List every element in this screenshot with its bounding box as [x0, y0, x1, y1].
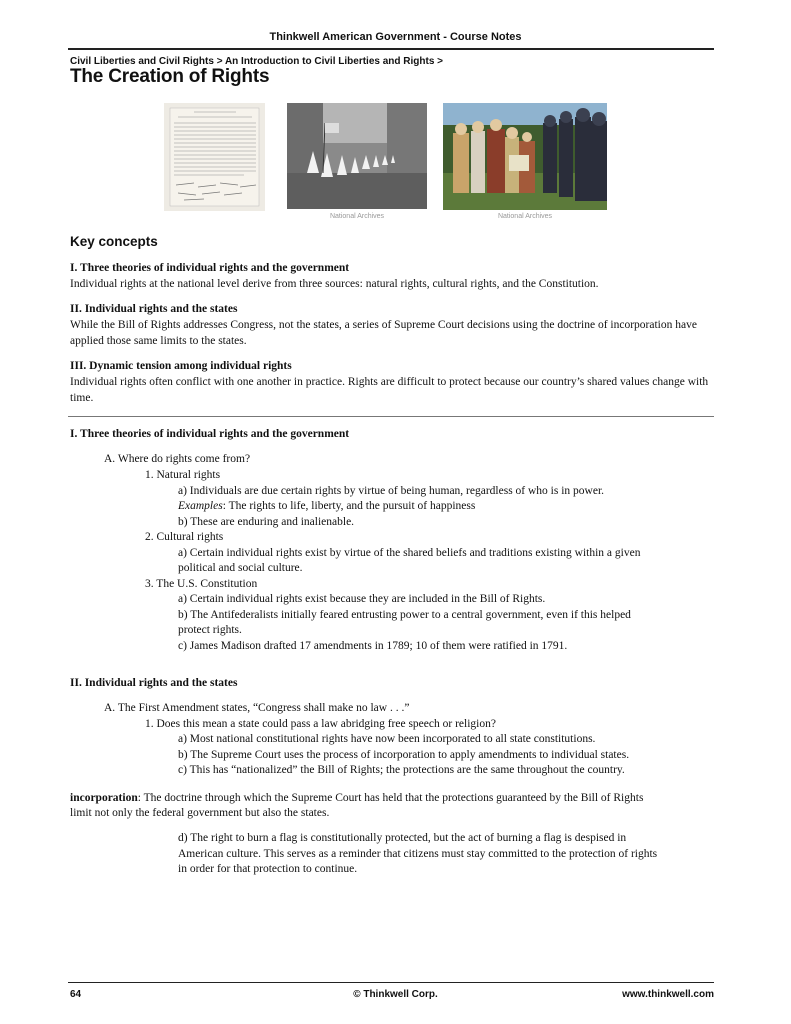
- outline-item: b) The Supreme Court uses the process of incorporation to apply amendments to individual states.: [178, 749, 630, 761]
- examples-text: : The rights to life, liberty, and the pursuit of happiness: [222, 500, 476, 512]
- section-divider: [68, 416, 714, 417]
- breadcrumb: Civil Liberties and Civil Rights > An Introduction to Civil Liberties and Rights >: [70, 56, 444, 67]
- outline-item: a) Certain individual rights exist because they are included in the Bill of Rights.: [178, 593, 546, 605]
- declaration-document-image: [164, 103, 265, 211]
- key-concept-title: II. Individual rights and the states: [70, 303, 238, 315]
- photo-credit: National Archives: [329, 213, 385, 220]
- outline-item: American culture. This serves as a reminder that citizens must stay committed to the protection of rights: [178, 848, 658, 860]
- glossary-text: : The doctrine through which the Supreme Court has held that the protections guaranteed by the Bill of Rights: [137, 792, 644, 804]
- page-number: 64: [70, 989, 82, 1000]
- outline-item: c) James Madison drafted 17 amendments in 1789; 10 of them were ratified in 1791.: [178, 640, 568, 652]
- outline-heading: II. Individual rights and the states: [70, 677, 238, 689]
- key-concept-text: While the Bill of Rights addresses Congress, not the states, a series of Supreme Court decisions using the doctrine of incorporation have applied those same limits to the states.: [70, 319, 697, 347]
- outline-item: d) The right to burn a flag is constitutionally protected, but the act of burning a flag is despised in: [178, 832, 627, 844]
- footer-divider: [68, 982, 714, 983]
- outline-item: 1. Does this mean a state could pass a law abridging free speech or religion?: [145, 718, 496, 730]
- outline-item: 3. The U.S. Constitution: [145, 578, 258, 590]
- photo-credit: National Archives: [497, 213, 553, 220]
- outline-item: a) Certain individual rights exist by virtue of the shared beliefs and traditions existing within a given: [178, 547, 641, 559]
- outline-example: [178, 499, 475, 515]
- key-concept-text: Individual rights at the national level derive from three sources: natural rights, cultural rights, and the Constitution.: [70, 278, 599, 290]
- outline-heading: I. Three theories of individual rights and the government: [70, 428, 350, 440]
- page-title: The Creation of Rights: [70, 66, 270, 87]
- key-concept-title: III. Dynamic tension among individual rights: [70, 360, 292, 372]
- header-divider: [68, 48, 714, 50]
- footer-copyright: © Thinkwell Corp.: [353, 989, 438, 1000]
- key-concept-title: I. Three theories of individual rights and the government: [70, 262, 350, 274]
- outline-item: protect rights.: [178, 624, 242, 636]
- kkk-march-photo: [287, 103, 427, 209]
- outline-item: a) Most national constitutional rights have now been incorporated to all state constitutions.: [178, 733, 596, 745]
- outline-item: in order for that protection to continue.: [178, 863, 358, 875]
- protest-soldiers-photo: [443, 103, 607, 210]
- course-header: Thinkwell American Government - Course Notes: [269, 31, 522, 43]
- key-concepts-heading: Key concepts: [70, 234, 158, 249]
- outline-item: political and social culture.: [178, 562, 303, 574]
- key-concept-text: Individual rights often conflict with one another in practice. Rights are difficult to protect because our country’s shared values change with time.: [70, 376, 709, 404]
- glossary-term: incorporation: [70, 792, 138, 804]
- glossary-definition: [70, 791, 643, 807]
- glossary-definition-cont: limit not only the federal government but also the states.: [70, 807, 330, 819]
- outline-item: b) These are enduring and inalienable.: [178, 516, 355, 528]
- outline-item: A. The First Amendment states, “Congress shall make no law . . .”: [104, 702, 410, 714]
- outline-item: c) This has “nationalized” the Bill of Rights; the protections are the same throughout the country.: [178, 764, 625, 776]
- outline-item: 1. Natural rights: [145, 469, 221, 481]
- footer-url[interactable]: www.thinkwell.com: [622, 989, 714, 1000]
- examples-label: Examples: [178, 500, 223, 512]
- outline-item: 2. Cultural rights: [145, 531, 224, 543]
- outline-item: A. Where do rights come from?: [104, 453, 251, 465]
- outline-item: b) The Antifederalists initially feared entrusting power to a central government, even if this helped: [178, 609, 631, 621]
- outline-item: a) Individuals are due certain rights by virtue of being human, regardless of who is in power.: [178, 485, 605, 497]
